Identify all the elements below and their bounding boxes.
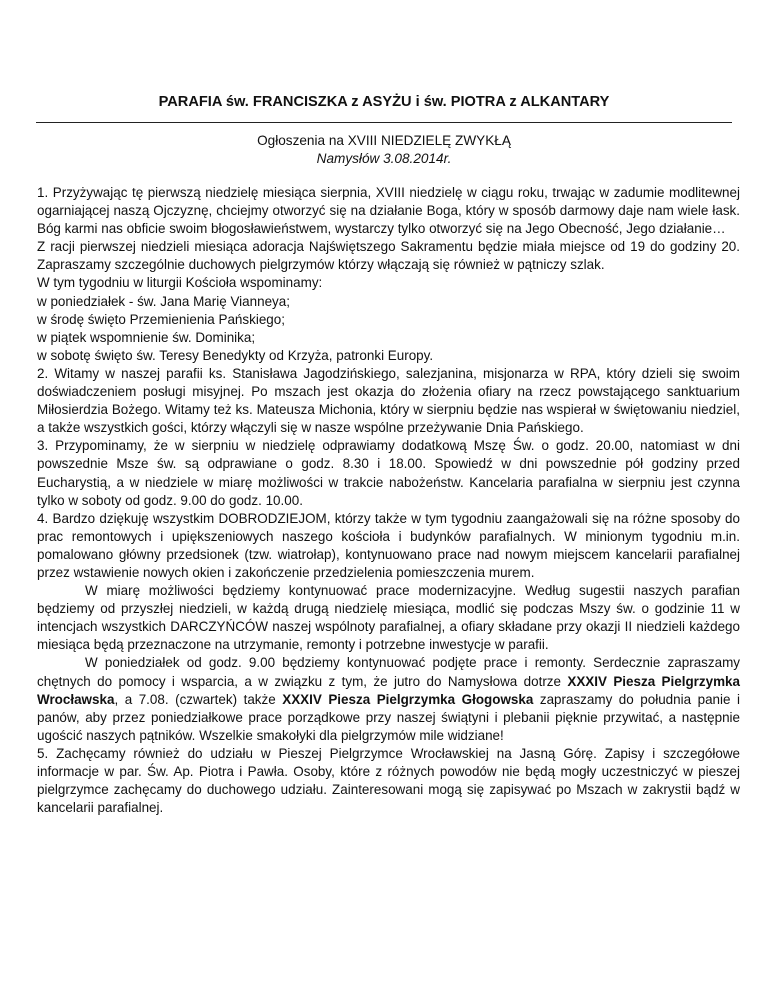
paragraph-5: 5. Zachęcamy również do udziału w Pieszej Pielgrzymce Wrocławskiej na Jasną Górę. Zapisy i szczegółowe informacje w par. Św. Ap. Piotra i Pawła. Osoby, które z różnych powodów nie będą mogły uczestniczyć w pieszej pielgrzymce zachęcamy do duchowego udziału. Zainteresowani mogą się zapisywać po Mszach w zakrystii bądź w kancelarii parafialnej. bbox=[37, 745, 740, 816]
liturgy-intro: W tym tygodniu w liturgii Kościoła wspominamy: bbox=[37, 275, 323, 291]
pilgrimage-glogow: XXXIV Piesza Pielgrzymka Głogowska bbox=[282, 691, 534, 707]
paragraph-1: 1. Przyżywając tę pierwszą niedzielę miesiąca sierpnia, XVIII niedzielę w ciągu roku, trwając w zadumie modlitewnej ogarniającej naszą Ojczyznę, chciejmy otworzyć się na działanie Boga, który w sposób darmowy daje nam wiele łask. Bóg karmi nas obficie swoim błogosławieństwem, wystarczy tylko otworzyć się na Jego Obecność, Jego działanie… bbox=[37, 185, 740, 237]
paragraph-2: 2. Witamy w naszej parafii ks. Stanisława Jagodzińskiego, salezjanina, misjonarza w RPA, który dzieli się swoim doświadczeniem posługi misyjnej. Po mszach jest okazja do złożenia ofiary na rzecz powstającego sanktuarium Miłosierdzia Bożego. Witamy też ks. Mateusza Michonia, który w sierpniu będzie nas wspierał w świętowaniu niedziel, a także wszystkich gości, którzy włączyli się w nasze wspólne przeżywanie Dnia Pańskiego. bbox=[37, 365, 740, 436]
paragraph-adoration: Z racji pierwszej niedzieli miesiąca adoracja Najświętszego Sakramentu będzie miała miejsce od 19 do godziny 20. Zapraszamy szczególnie duchowych pielgrzymów którzy włączają się również w pątniczy szlak. bbox=[37, 239, 740, 273]
paragraph-4-pilgrimage bbox=[37, 654, 740, 744]
announcements-heading: Ogłoszenia na XVIII NIEDZIELĘ ZWYKŁĄ bbox=[257, 133, 511, 148]
liturgy-friday: w piątek wspomnienie św. Dominika; bbox=[37, 329, 256, 345]
liturgy-wednesday: w środę święto Przemienienia Pańskiego; bbox=[37, 311, 285, 327]
pilgrimage-text-end: zapraszamy do południa panie i panów, aby przez poniedziałkowe prace porządkowe przy naszej świątyni i plebanii pięknie przywitać, a następnie ugościć naszych pątników. Wszelkie smakołyki dla pielgrzymów mile widziane! bbox=[37, 691, 740, 743]
paragraph-4: 4. Bardzo dziękuję wszystkim DOBRODZIEJOM, którzy także w tym tygodniu zaangażowali się na różne sposoby do prac remontowych i upiększeniowych naszego kościoła i budynków parafialnych. W minionym tygodniu m.in. pomalowano główny przedsionek (tzw. wiatrołap), kontynuowano prace nad nowym miejscem kancelarii parafialnej przez wstawienie nowych okien i zakończenie przedzielenia pomieszczenia murem. bbox=[37, 510, 740, 580]
announcements-body bbox=[37, 184, 740, 817]
title-divider bbox=[36, 122, 732, 123]
announcement-date: Namysłów 3.08.2014r. bbox=[316, 151, 452, 166]
pilgrimage-text-start: W poniedziałek od godz. 9.00 będziemy kontynuować podjęte prace i remonty. Serdecznie zapraszamy chętnych do pomocy i wsparcia, a w związku z tym, że jutro do Namysłowa dotrze bbox=[37, 655, 740, 689]
pilgrimage-wroclaw: XXXIV Piesza Pielgrzymka Wrocławska bbox=[37, 673, 740, 707]
liturgy-monday: w poniedziałek - św. Jana Marię Vianneya; bbox=[37, 293, 290, 309]
liturgy-saturday: w sobotę święto św. Teresy Benedykty od Krzyża, patronki Europy. bbox=[37, 347, 434, 363]
paragraph-4-modernization: W miarę możliwości będziemy kontynuować prace modernizacyjne. Według sugestii naszych parafian będziemy od przyszłej niedzieli, w każdą drugą niedzielę miesiąca, modlić się podczas Mszy św. o godzinie 11 w intencjach wszystkich DARCZYŃCÓW naszej wspólnoty parafialnej, a ofiary składane przy okazji II niedzieli każdego miesiąca będą przeznaczone na utrzymanie, remonty i potrzebne inwestycje w parafii. bbox=[37, 583, 740, 653]
paragraph-3: 3. Przypominamy, że w sierpniu w niedzielę odprawiamy dodatkową Mszę Św. o godz. 20.00, natomiast w dni powszednie Msze św. są odprawiane o godz. 8.30 i 18.00. Spowiedź w dni powszednie pół godziny przed Eucharystią, a w niedziele w miarę możliwości w trakcie nabożeństw. Kancelaria parafialna w sierpniu jest czynna tylko w soboty od godz. 9.00 do godz. 10.00. bbox=[37, 438, 740, 508]
pilgrimage-text-middle: , a 7.08. (czwartek) także bbox=[114, 691, 283, 707]
parish-title: PARAFIA św. FRANCISZKA z ASYŻU i św. PIOTRA z ALKANTARY bbox=[158, 94, 610, 110]
